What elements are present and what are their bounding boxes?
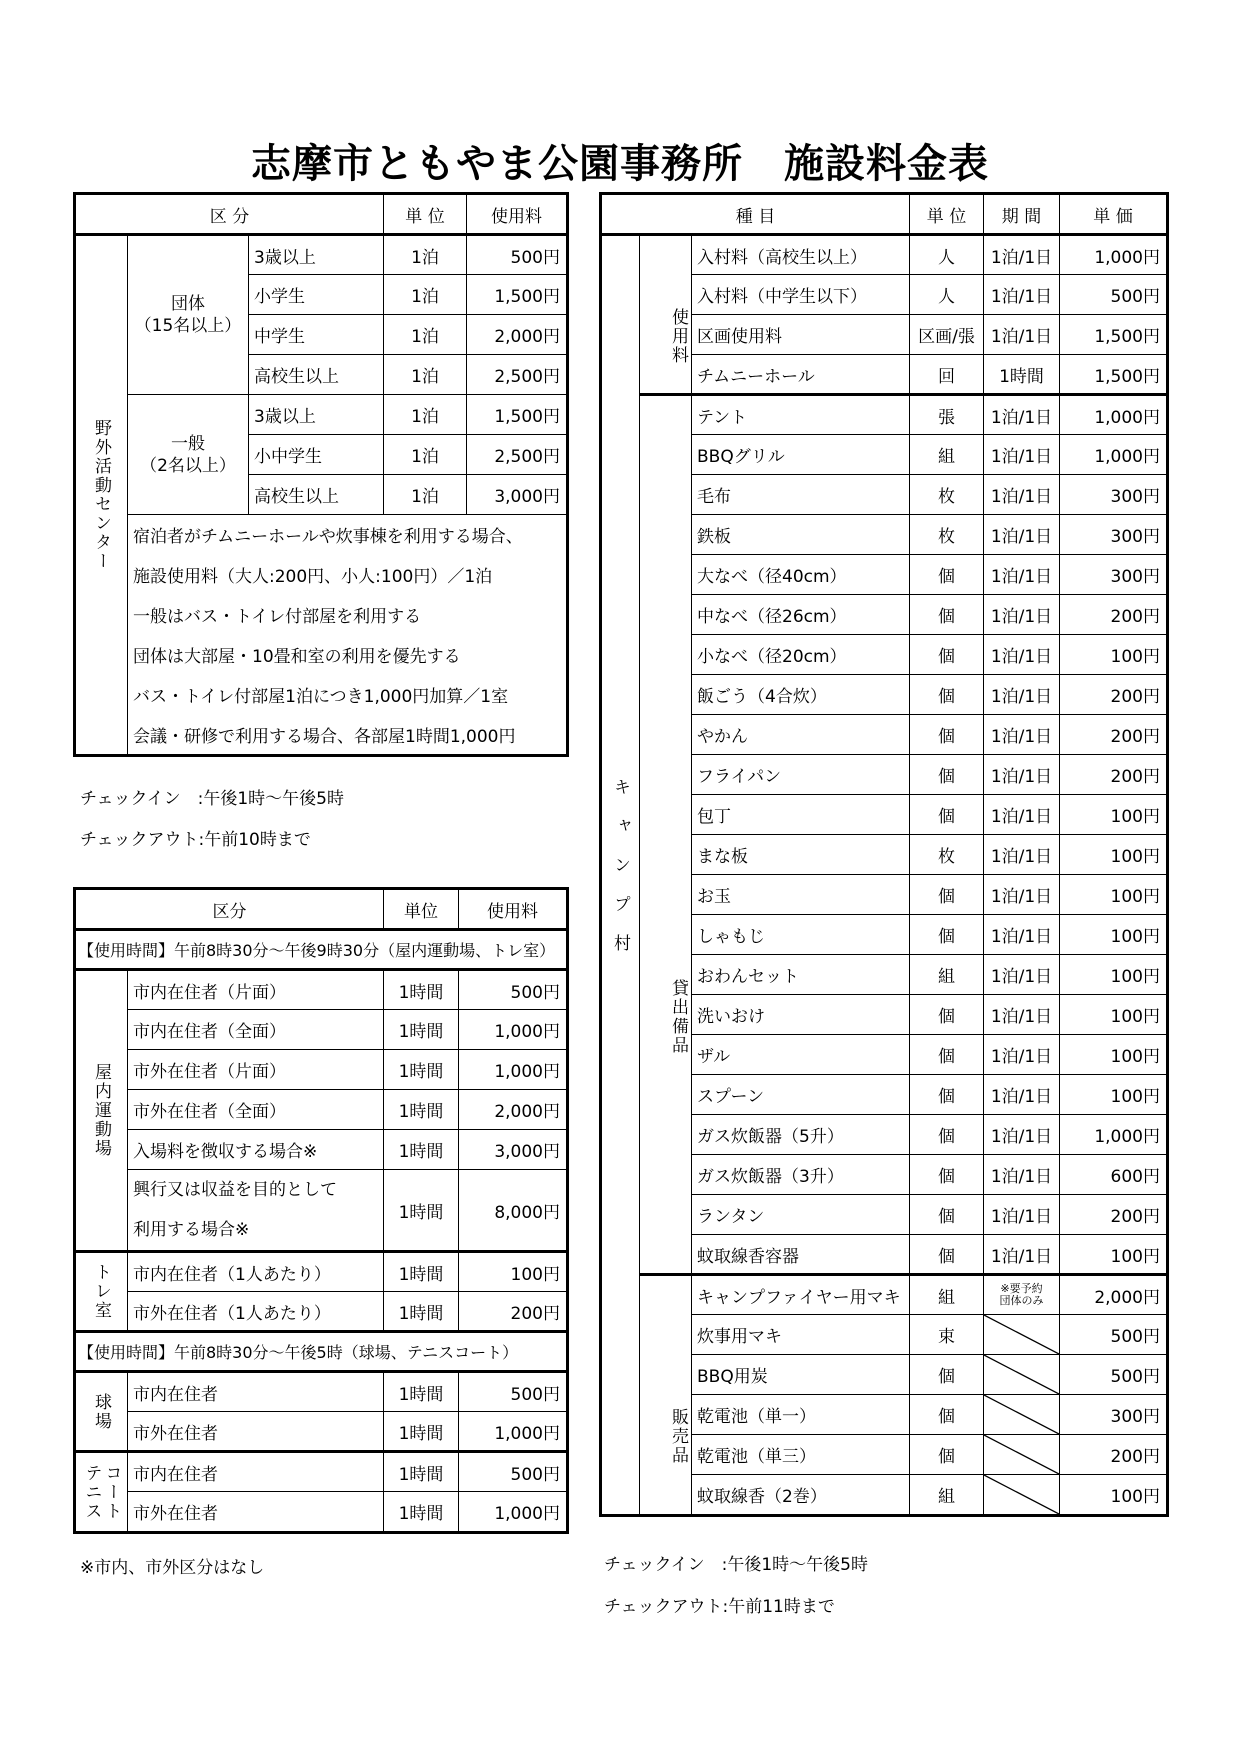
category-cell: 市内在住者（1人あたり）: [128, 1252, 384, 1292]
period-cell: 1泊/1日: [984, 475, 1060, 515]
table-row: [76, 970, 567, 1010]
fee-cell: 1,000円: [459, 1412, 567, 1452]
note-text: 施設使用料（大人:200円、小人:100円）／1泊: [128, 555, 567, 595]
table-row: [76, 1130, 567, 1170]
item-cell: BBQグリル: [692, 435, 910, 475]
table-row: [76, 395, 567, 435]
unit-cell: 個: [910, 1195, 984, 1235]
table-header: [76, 890, 567, 930]
price-cell: 300円: [1060, 555, 1167, 595]
price-cell: 2,000円: [1060, 1275, 1167, 1315]
header-item: 種 目: [602, 195, 910, 235]
period-cell: [984, 1275, 1060, 1315]
table-row: [76, 1492, 567, 1532]
item-cell: 乾電池（単一）: [692, 1395, 910, 1435]
unit-cell: 個: [910, 715, 984, 755]
fee-cell: 1,000円: [459, 1010, 567, 1050]
table-row: [76, 1170, 567, 1252]
diagonal-strike: [984, 1355, 1059, 1394]
item-cell: やかん: [692, 715, 910, 755]
group-size: （15名以上）: [134, 316, 242, 336]
category-cell: 入場料を徴収する場合※: [128, 1130, 384, 1170]
price-cell: 200円: [1060, 1435, 1167, 1475]
fee-cell: 500円: [459, 1452, 567, 1492]
note-text: 団体は大部屋・10畳和室の利用を優先する: [128, 635, 567, 675]
price-cell: 100円: [1060, 1235, 1167, 1275]
item-cell: 鉄板: [692, 515, 910, 555]
unit-cell: 個: [910, 675, 984, 715]
period-cell: 1泊/1日: [984, 755, 1060, 795]
unit-cell: 1時間: [384, 1452, 459, 1492]
table-row: [602, 235, 1167, 275]
table-row: [76, 1412, 567, 1452]
period-cell: 1泊/1日: [984, 835, 1060, 875]
category-cell: 市内在住者: [128, 1372, 384, 1412]
unit-cell: 個: [910, 875, 984, 915]
header-unit: 単位: [384, 890, 459, 930]
note-text: 会議・研修で利用する場合、各部屋1時間1,000円: [128, 715, 567, 755]
period-cell: 1泊/1日: [984, 1235, 1060, 1275]
item-cell: キャンプファイヤー用マキ: [692, 1275, 910, 1315]
period-cell-empty: [984, 1315, 1060, 1355]
unit-cell: 張: [910, 395, 984, 435]
item-cell: 毛布: [692, 475, 910, 515]
section-indoor-gym: 屋内運動場: [76, 970, 128, 1252]
unit-cell: 個: [910, 755, 984, 795]
group-label: [128, 235, 249, 395]
category-cell: 市外在住者（1人あたり）: [128, 1292, 384, 1332]
table-row: [76, 235, 567, 275]
price-cell: 200円: [1060, 715, 1167, 755]
fee-cell: 1,500円: [467, 395, 567, 435]
unit-cell: 1時間: [384, 1090, 459, 1130]
period-cell: 1泊/1日: [984, 1115, 1060, 1155]
price-cell: 1,000円: [1060, 235, 1167, 275]
fee-cell: 2,000円: [467, 315, 567, 355]
unit-cell: 1時間: [384, 1372, 459, 1412]
age-category: 3歳以上: [249, 235, 384, 275]
price-cell: 100円: [1060, 955, 1167, 995]
unit-cell: 組: [910, 1475, 984, 1515]
price-cell: 500円: [1060, 1315, 1167, 1355]
unit-cell: 個: [910, 1435, 984, 1475]
price-cell: 500円: [1060, 1355, 1167, 1395]
note-row: [76, 595, 567, 635]
category-cell: 市内在住者（全面）: [128, 1010, 384, 1050]
unit-cell: 1時間: [384, 1412, 459, 1452]
group-name: 団体: [171, 294, 205, 314]
table-row: [76, 1292, 567, 1332]
price-cell: 200円: [1060, 675, 1167, 715]
category-cell: 市外在住者（片面）: [128, 1050, 384, 1090]
unit-cell: 個: [910, 1075, 984, 1115]
section-rental-items: 貸出備品: [640, 395, 692, 1275]
note-text: バス・トイレ付部屋1泊につき1,000円加算／1室: [128, 675, 567, 715]
diagonal-strike: [984, 1395, 1059, 1434]
fee-cell: 100円: [459, 1252, 567, 1292]
section-camp-village: キャンプ村: [602, 235, 640, 1515]
unit-cell: 個: [910, 595, 984, 635]
price-cell: 100円: [1060, 795, 1167, 835]
period-cell: 1泊/1日: [984, 515, 1060, 555]
page-title: 志摩市ともやま公園事務所 施設料金表: [251, 141, 989, 187]
unit-cell: 組: [910, 435, 984, 475]
table-row: [76, 1050, 567, 1090]
category-cell: [128, 1170, 384, 1252]
period-cell: 1泊/1日: [984, 555, 1060, 595]
item-cell: おわんセット: [692, 955, 910, 995]
header-category: 区 分: [76, 195, 384, 235]
item-cell: 中なべ（径26cm）: [692, 595, 910, 635]
group-label: [128, 395, 249, 515]
unit-cell: 組: [910, 955, 984, 995]
price-cell: 100円: [1060, 1075, 1167, 1115]
unit-cell: 個: [910, 995, 984, 1035]
checkin-note-right: チェックイン :午後1時～午後5時: [604, 1555, 868, 1575]
item-cell: スプーン: [692, 1075, 910, 1115]
table-row: [76, 1252, 567, 1292]
item-cell: 乾電池（単三）: [692, 1435, 910, 1475]
unit-cell: 人: [910, 235, 984, 275]
note-row: [76, 515, 567, 555]
table-row: [76, 1452, 567, 1492]
price-cell: 1,500円: [1060, 355, 1167, 395]
unit-cell: 個: [910, 1035, 984, 1075]
header-fee: 使用料: [467, 195, 567, 235]
unit-cell: 1時間: [384, 1252, 459, 1292]
period-cell: 1泊/1日: [984, 1195, 1060, 1235]
period-cell: 1泊/1日: [984, 595, 1060, 635]
fee-cell: 1,000円: [459, 1050, 567, 1090]
usage-time-text: 【使用時間】午前8時30分～午後9時30分（屋内運動場、トレ室）: [76, 930, 567, 970]
table-row: [602, 395, 1167, 435]
unit-cell: 個: [910, 1235, 984, 1275]
price-cell: 1,000円: [1060, 1115, 1167, 1155]
category-cell: 市外在住者（全面）: [128, 1090, 384, 1130]
unit-cell: 人: [910, 275, 984, 315]
table-row: [76, 1090, 567, 1130]
unit-cell: 1泊: [384, 235, 467, 275]
header-period: 期 間: [984, 195, 1060, 235]
unit-cell: 個: [910, 1155, 984, 1195]
diagonal-strike: [984, 1435, 1059, 1474]
header-category: 区分: [76, 890, 384, 930]
fee-cell: 500円: [459, 970, 567, 1010]
item-cell: テント: [692, 395, 910, 435]
price-cell: 200円: [1060, 755, 1167, 795]
table-sports-facilities: [75, 889, 567, 1532]
item-cell: フライパン: [692, 755, 910, 795]
checkout-note-left: チェックアウト:午前10時まで: [80, 830, 311, 850]
category-cell: 市内在住者: [128, 1452, 384, 1492]
period-cell: 1泊/1日: [984, 235, 1060, 275]
category-cell: 市内在住者（片面）: [128, 970, 384, 1010]
table-outdoor-center: [75, 194, 567, 755]
usage-time-text: 【使用時間】午前8時30分～午後5時（球場、テニスコート）: [76, 1332, 567, 1372]
unit-cell: 1泊: [384, 275, 467, 315]
table-header: [602, 195, 1167, 235]
period-cell: 1泊/1日: [984, 275, 1060, 315]
fee-cell: 8,000円: [459, 1170, 567, 1252]
unit-cell: 個: [910, 1395, 984, 1435]
unit-cell: 組: [910, 1275, 984, 1315]
unit-cell: 回: [910, 355, 984, 395]
unit-cell: 枚: [910, 475, 984, 515]
price-cell: 300円: [1060, 1395, 1167, 1435]
age-category: 高校生以上: [249, 355, 384, 395]
section-training-room: トレ室: [76, 1252, 128, 1332]
unit-cell: 個: [910, 915, 984, 955]
fee-cell: 1,000円: [459, 1492, 567, 1532]
checkout-note-right: チェックアウト:午前11時まで: [604, 1597, 835, 1617]
period-note: 団体のみ: [999, 1294, 1044, 1307]
item-cell: 洗いおけ: [692, 995, 910, 1035]
fee-cell: 200円: [459, 1292, 567, 1332]
item-cell: 入村料（中学生以下）: [692, 275, 910, 315]
fee-cell: 2,500円: [467, 355, 567, 395]
note-row: [76, 555, 567, 595]
age-category: 小学生: [249, 275, 384, 315]
header-unit: 単 位: [910, 195, 984, 235]
checkin-note-left: チェックイン :午後1時～午後5時: [80, 789, 344, 809]
tennis-label-col: コート: [101, 1463, 122, 1521]
age-category: 小中学生: [249, 435, 384, 475]
period-cell-empty: [984, 1355, 1060, 1395]
price-cell: 100円: [1060, 1035, 1167, 1075]
item-cell: ランタン: [692, 1195, 910, 1235]
section-ballpark: 球場: [76, 1372, 128, 1452]
unit-cell: 1泊: [384, 315, 467, 355]
table-header: [76, 195, 567, 235]
section-usage-fee: 使用料: [640, 235, 692, 395]
period-cell: 1泊/1日: [984, 675, 1060, 715]
price-cell: 100円: [1060, 835, 1167, 875]
age-category: 中学生: [249, 315, 384, 355]
item-cell: ガス炊飯器（5升）: [692, 1115, 910, 1155]
item-cell: 包丁: [692, 795, 910, 835]
note-row: [76, 715, 567, 755]
unit-cell: 区画/張: [910, 315, 984, 355]
price-cell: 100円: [1060, 1475, 1167, 1515]
period-cell-empty: [984, 1475, 1060, 1515]
age-category: 3歳以上: [249, 395, 384, 435]
price-cell: 100円: [1060, 915, 1167, 955]
section-label: 野外活動センター: [76, 235, 128, 755]
period-cell: 1泊/1日: [984, 1075, 1060, 1115]
period-cell-empty: [984, 1435, 1060, 1475]
price-cell: 600円: [1060, 1155, 1167, 1195]
tennis-label-wrap: [76, 1464, 127, 1521]
unit-cell: 個: [910, 795, 984, 835]
fee-cell: 2,500円: [467, 435, 567, 475]
item-cell: 炊事用マキ: [692, 1315, 910, 1355]
diagonal-strike: [984, 1315, 1059, 1354]
table-row: [76, 1010, 567, 1050]
period-cell: 1泊/1日: [984, 995, 1060, 1035]
table-row: [76, 1372, 567, 1412]
footnote-city-division: ※市内、市外区分はなし: [80, 1558, 265, 1578]
unit-cell: 1時間: [384, 970, 459, 1010]
fee-cell: 2,000円: [459, 1090, 567, 1130]
unit-cell: 個: [910, 635, 984, 675]
price-cell: 1,500円: [1060, 315, 1167, 355]
price-cell: 200円: [1060, 595, 1167, 635]
period-cell: 1泊/1日: [984, 795, 1060, 835]
period-cell: 1時間: [984, 355, 1060, 395]
unit-cell: 1時間: [384, 1010, 459, 1050]
section-tennis-court: [76, 1452, 128, 1532]
fee-cell: 500円: [467, 235, 567, 275]
unit-cell: 個: [910, 555, 984, 595]
item-cell: 飯ごう（4合炊）: [692, 675, 910, 715]
item-cell: まな板: [692, 835, 910, 875]
price-cell: 1,000円: [1060, 395, 1167, 435]
unit-cell: 1泊: [384, 475, 467, 515]
usage-time-row: [76, 1332, 567, 1372]
item-cell: 入村料（高校生以上）: [692, 235, 910, 275]
table-row: [602, 1275, 1167, 1315]
period-cell: 1泊/1日: [984, 315, 1060, 355]
unit-cell: 1時間: [384, 1130, 459, 1170]
fee-cell: 3,000円: [467, 475, 567, 515]
fee-cell: 3,000円: [459, 1130, 567, 1170]
price-cell: 1,000円: [1060, 435, 1167, 475]
diagonal-strike: [984, 1475, 1059, 1514]
item-cell: チムニーホール: [692, 355, 910, 395]
age-category: 高校生以上: [249, 475, 384, 515]
unit-cell: 1泊: [384, 395, 467, 435]
unit-cell: 個: [910, 1115, 984, 1155]
unit-cell: 個: [910, 1355, 984, 1395]
category-line: 利用する場合※: [133, 1220, 250, 1240]
period-cell-empty: [984, 1395, 1060, 1435]
period-cell: 1泊/1日: [984, 435, 1060, 475]
item-cell: しゃもじ: [692, 915, 910, 955]
price-cell: 300円: [1060, 515, 1167, 555]
price-cell: 500円: [1060, 275, 1167, 315]
item-cell: 大なべ（径40cm）: [692, 555, 910, 595]
table-camp-village: [601, 194, 1167, 1515]
category-line: 興行又は収益を目的として: [133, 1180, 337, 1200]
price-cell: 200円: [1060, 1195, 1167, 1235]
usage-time-row: [76, 930, 567, 970]
unit-cell: 枚: [910, 835, 984, 875]
period-cell: 1泊/1日: [984, 395, 1060, 435]
item-cell: 区画使用料: [692, 315, 910, 355]
period-cell: 1泊/1日: [984, 635, 1060, 675]
price-cell: 100円: [1060, 875, 1167, 915]
note-row: [76, 675, 567, 715]
note-text: 宿泊者がチムニーホールや炊事棟を利用する場合、: [128, 515, 567, 555]
price-cell: 100円: [1060, 995, 1167, 1035]
note-row: [76, 635, 567, 675]
unit-cell: 枚: [910, 515, 984, 555]
fee-cell: 500円: [459, 1372, 567, 1412]
fee-cell: 1,500円: [467, 275, 567, 315]
price-cell: 100円: [1060, 635, 1167, 675]
period-cell: 1泊/1日: [984, 955, 1060, 995]
unit-cell: 1泊: [384, 355, 467, 395]
group-name: 一般: [171, 433, 205, 454]
period-cell: 1泊/1日: [984, 1155, 1060, 1195]
section-sales-items: 販売品: [640, 1275, 692, 1515]
item-cell: お玉: [692, 875, 910, 915]
item-cell: 蚊取線香容器: [692, 1235, 910, 1275]
item-cell: ザル: [692, 1035, 910, 1075]
group-size: （2名以上）: [140, 455, 236, 476]
period-cell: 1泊/1日: [984, 875, 1060, 915]
header-unit: 単 位: [384, 195, 467, 235]
category-cell: 市外在住者: [128, 1412, 384, 1452]
period-cell: 1泊/1日: [984, 915, 1060, 955]
unit-cell: 束: [910, 1315, 984, 1355]
item-cell: 小なべ（径20cm）: [692, 635, 910, 675]
item-cell: BBQ用炭: [692, 1355, 910, 1395]
price-cell: 300円: [1060, 475, 1167, 515]
period-cell: 1泊/1日: [984, 1035, 1060, 1075]
period-note: ※要予約: [1000, 1282, 1043, 1295]
header-price: 単 価: [1060, 195, 1167, 235]
item-cell: 蚊取線香（2巻）: [692, 1475, 910, 1515]
item-cell: ガス炊飯器（3升）: [692, 1155, 910, 1195]
unit-cell: 1時間: [384, 1170, 459, 1252]
tennis-label-col: テニス: [81, 1463, 102, 1521]
period-cell: 1泊/1日: [984, 715, 1060, 755]
header-fee: 使用料: [459, 890, 567, 930]
note-text: 一般はバス・トイレ付部屋を利用する: [128, 595, 567, 635]
unit-cell: 1泊: [384, 435, 467, 475]
unit-cell: 1時間: [384, 1050, 459, 1090]
unit-cell: 1時間: [384, 1492, 459, 1532]
category-cell: 市外在住者: [128, 1492, 384, 1532]
unit-cell: 1時間: [384, 1292, 459, 1332]
